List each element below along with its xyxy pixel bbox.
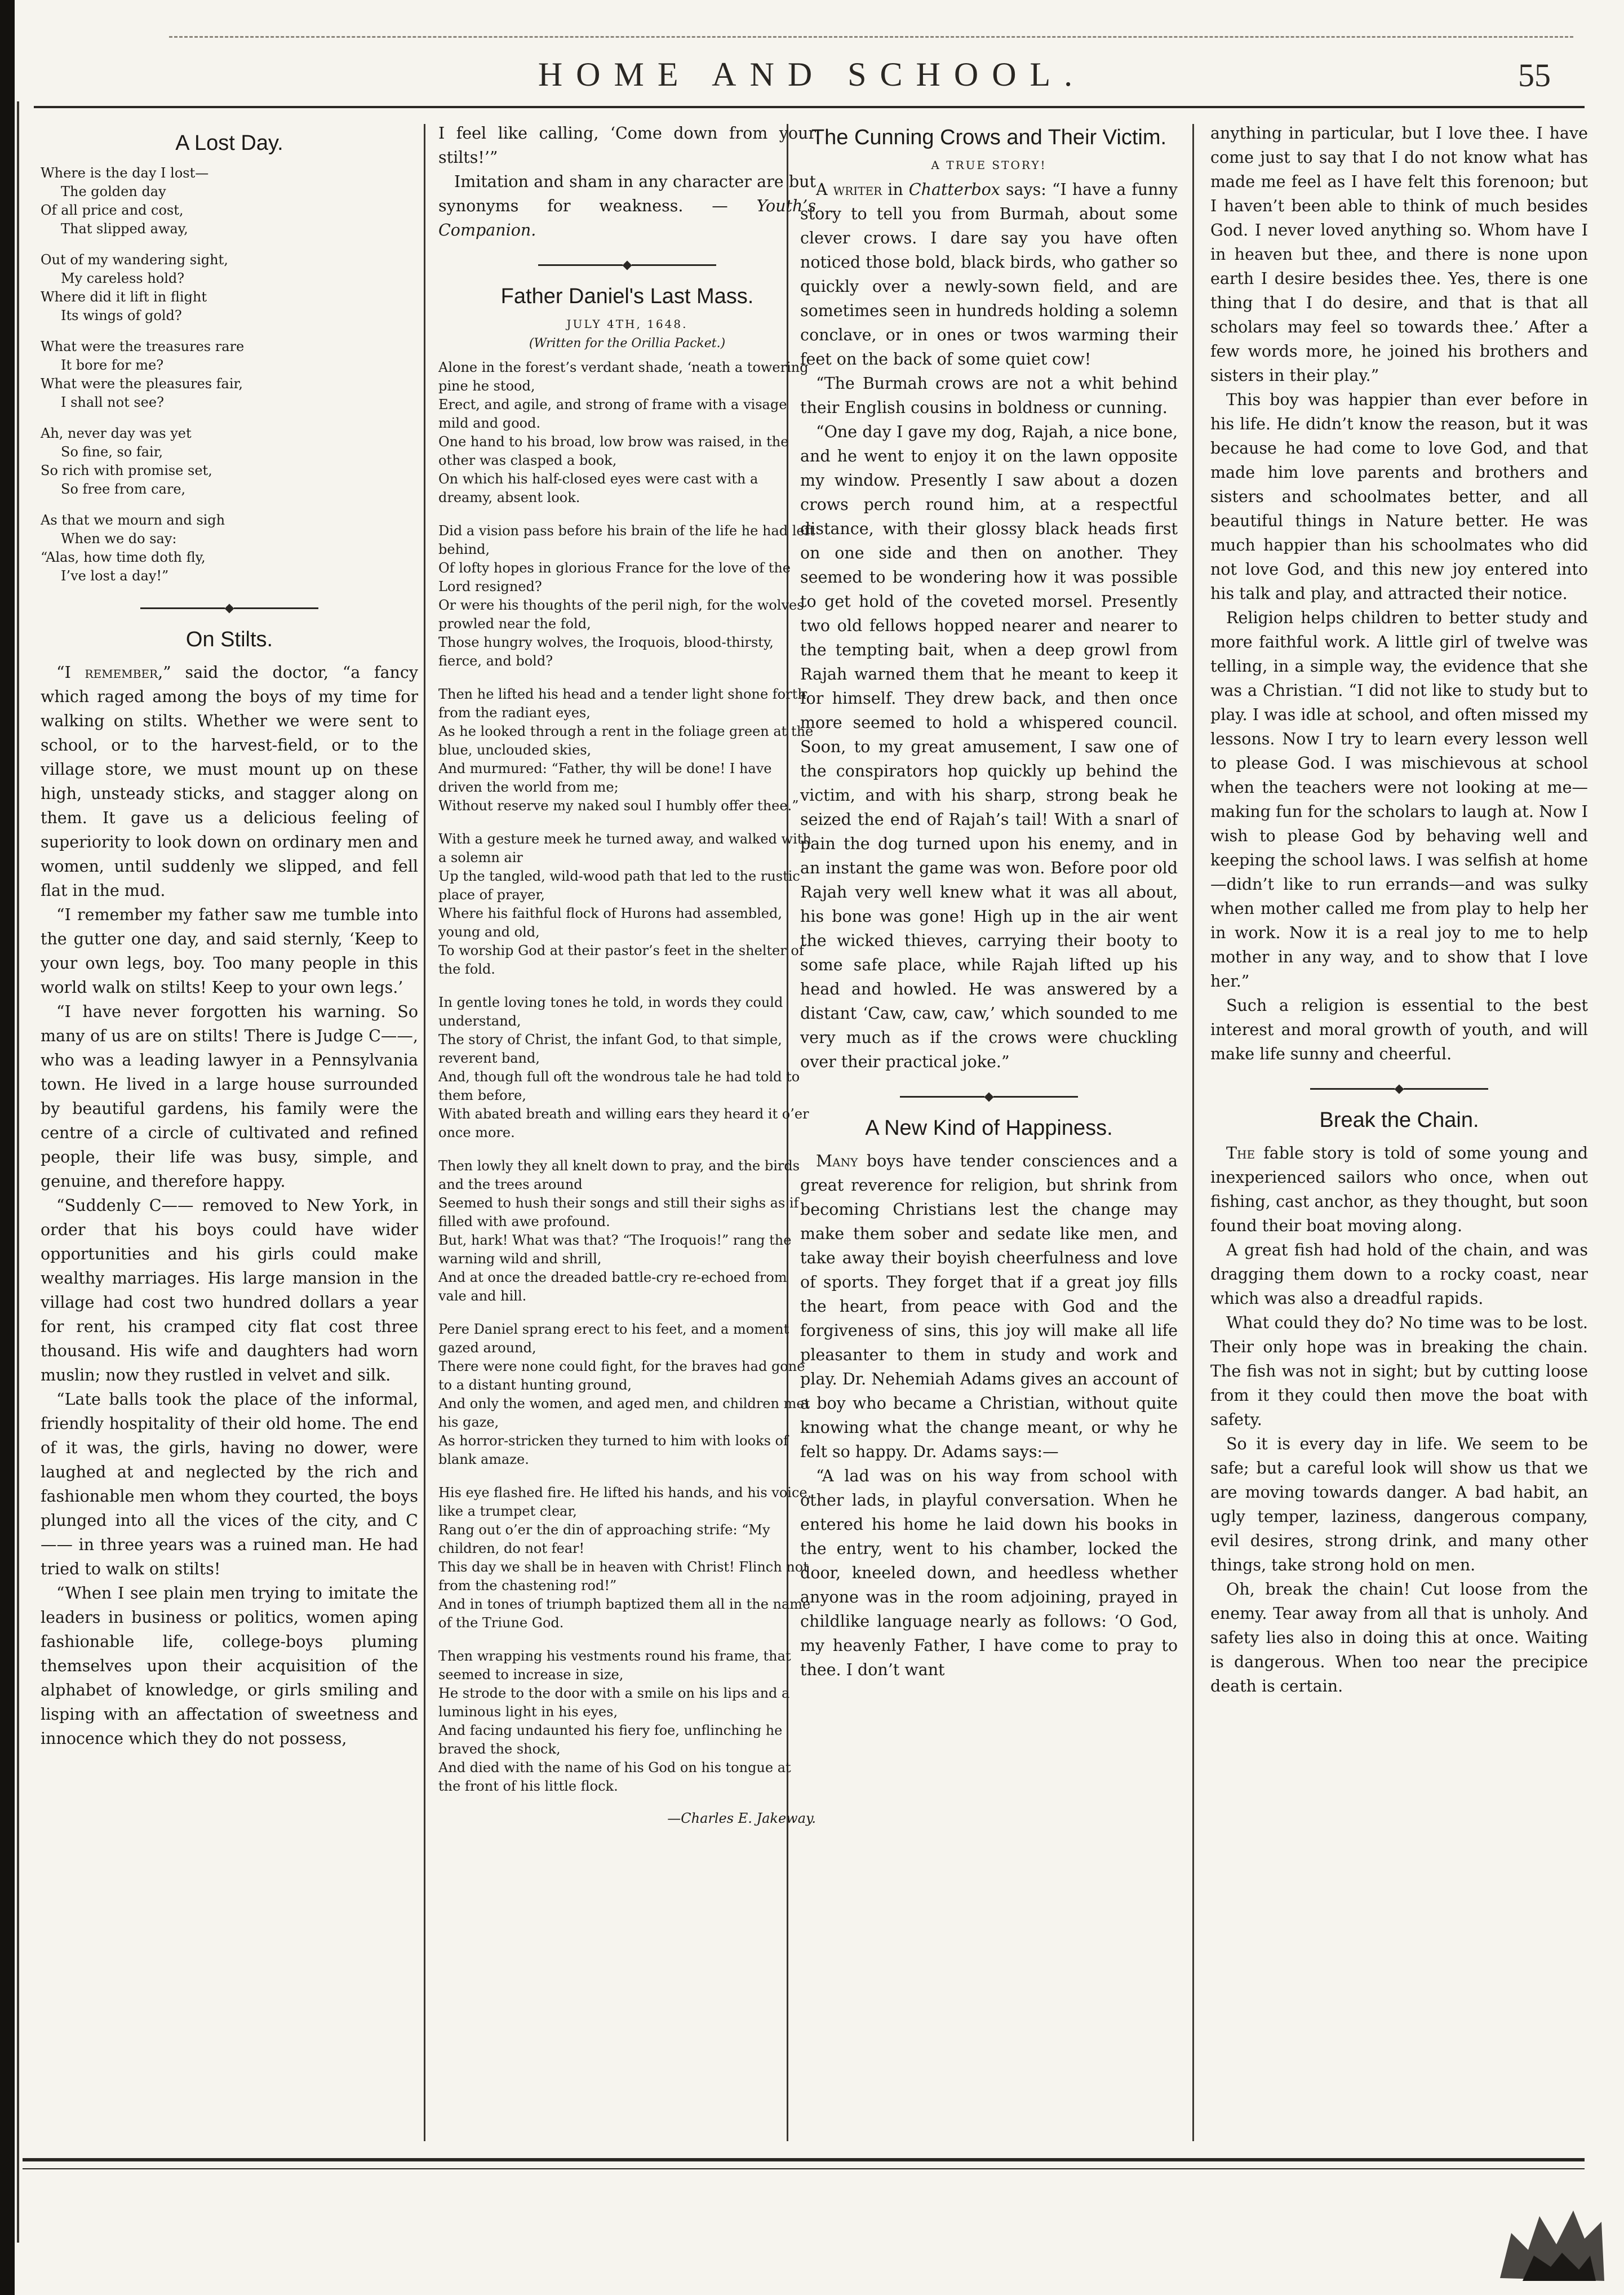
paragraph: “One day I gave my dog, Rajah, a nice bone, and he went to enjoy it on the lawn opposite my window. Presently I saw about a dozen crows perch round him, at a respectful distance, with their glossy black heads first on one side and then on another. They seemed to be wondering how it was possible to get hold of the coveted morsel. Presently two old fellows hopped nearer and nearer to the tempting bait, when a deep growl from Rajah warned them that he meant to keep it for himself. They drew back, and then once more seemed to hold a whispered council. Soon, to my great amusement, I saw one of the conspirators hop quickly up behind the victim, and with his sharp, strong beak he seized the end of Rajah’s tail! With a snarl of pain the dog turned upon his enemy, and in an instant the game was won. Before poor old Rajah very well knew what it was all about, his bone was gone! High up in the air went the wicked thieves, carrying their booty to some safe place, while Rajah lifted up his head and howled. He was answered by a distant ‘Caw, caw, caw,’ which sounded to me very much as if the crows were chuckling over their practical joke.” [800, 423, 1178, 1071]
poem-line: Seemed to hush their songs and still their sighs as if filled with awe profound. [438, 1195, 799, 1229]
poem-stanza [41, 511, 418, 585]
poem-line: But, hark! What was that? “The Iroquois!” rang the warning wild and shrill, [438, 1232, 792, 1267]
poem-line: Where his faithful flock of Hurons had assembled, young and old, [438, 905, 782, 940]
poem-line: Out of my wandering sight, [41, 252, 228, 268]
poem-stanza [41, 251, 418, 325]
poem-stanza [41, 164, 418, 238]
masthead-title: HOME AND SCHOOL. [538, 56, 1086, 93]
poem-line: Then he lifted his head and a tender light shone forth from the radiant eyes, [438, 686, 806, 721]
header-rule [34, 106, 1585, 108]
poem-line: Where is the day I lost— [41, 165, 209, 181]
poem-line: So rich with promise set, [41, 463, 212, 478]
paragraph: “I have never forgotten his warning. So many of us are on stilts! There is Judge C——, who was a leading lawyer in a Pennsylvania town. He lived in a large house surrounded by beautiful gardens, his family were the centre of a circle of cultivated and refined people, their life was busy, simple, and genuine, and therefore happy. [41, 1002, 418, 1191]
poem-line: On which his half-closed eyes were cast with a dreamy, absent look. [438, 471, 758, 505]
column-4 [1210, 121, 1588, 1698]
poem-line: To worship God at their pastor’s feet in the shelter of the fold. [438, 943, 804, 977]
poem-stanza [438, 1647, 816, 1796]
poem-line: It bore for me? [61, 357, 164, 373]
article-title-on-stilts: On Stilts. [185, 628, 273, 651]
article-title-father-daniel: Father Daniel's Last Mass. [500, 285, 754, 308]
poem-line: And at once the dreaded battle-cry re-echoed from vale and hill. [438, 1269, 787, 1304]
poem-line: As he looked through a rent in the foliage green at the blue, unclouded skies, [438, 723, 814, 758]
lead-words: A writer [816, 180, 882, 199]
bottom-rule-thin [23, 2168, 1585, 2169]
column-3 [800, 121, 1178, 1682]
poem-line: “Alas, how time doth fly, [41, 549, 206, 565]
poem-line: In gentle loving tones he told, in words they could understand, [438, 995, 783, 1029]
poem-line: I shall not see? [61, 394, 164, 410]
poem-line: Its wings of gold? [61, 308, 182, 323]
binding-shadow [17, 101, 19, 2243]
poem-father-daniel [438, 358, 816, 1796]
poem-line: I’ve lost a day!” [61, 568, 169, 584]
paragraph: Imitation and sham in any character are but synonyms for weakness. — Youth’s Companion. [438, 172, 816, 239]
lead-words: The [1226, 1144, 1255, 1162]
poem-stanza [438, 1157, 816, 1306]
article-title-lost-day: A Lost Day. [175, 131, 283, 155]
column-1 [41, 121, 418, 1751]
paragraph: “Suddenly C—— removed to New York, in order that his boys could have wider opportunities and his girls could make wealthy marriages. His large mansion in the village had cost two hundred dollars a year for rent, his cramped city flat cost three thousand. His wife and daughters had worn muslin; now they rustled in velvet and silk. [41, 1196, 418, 1384]
poem-line: What were the treasures rare [41, 339, 245, 354]
poem-line: With a gesture meek he turned away, and walked with a solemn air [438, 831, 811, 865]
paragraph: Such a religion is essential to the best interest and moral growth of youth, and will make life sunny and cheerful. [1210, 996, 1588, 1063]
page-number: 55 [1518, 57, 1551, 94]
poem-line: So free from care, [61, 481, 186, 497]
section-separator [800, 1091, 1178, 1102]
poem-stanza [438, 830, 816, 979]
poem-line: Where did it lift in flight [41, 289, 207, 305]
poem-line: His eye flashed fire. He lifted his hands, and his voice, like a trumpet clear, [438, 1485, 812, 1519]
poem-line: This day we shall be in heaven with Christ! Flinch not from the chastening rod!” [438, 1559, 809, 1593]
poem-date: JULY 4TH, 1648. [566, 317, 688, 331]
binding-edge [0, 0, 15, 2295]
ink-smudge-icon [1489, 2199, 1607, 2284]
paragraph: This boy was happier than ever before in his life. He didn’t know the reason, but it was because he had come to love God, and that made him love parents and brothers and sisters and schoolmates better, and all beautiful things in Nature better. He was much happier than his schoolmates who did not love God, and this new joy entered into his talk and play, and attracted their notice. [1210, 390, 1588, 603]
poem-line: Did a vision pass before his brain of the life he had left behind, [438, 523, 815, 557]
poem-stanza [438, 358, 816, 507]
poem-stanza [438, 993, 816, 1142]
column-2 [438, 121, 816, 1826]
paragraph: A writer in Chatterbox says: “I have a funny story to tell you from Burmah, about some clever crows. I dare say you have often noticed those bold, black birds, who gather so quickly over a newly-sown field, and are sometimes seen in hundreds holding a solemn conclave, or in ones or twos warming their feet on the back of some quiet cow! [800, 180, 1178, 369]
paragraph: “A lad was on his way from school with other lads, in playful conversation. When he entered his home he laid down his books in the entry, went to his chamber, locked the door, kneeled down, and heedless whether anyone was in the room adjoining, prayed in childlike language nearly as follows: ‘O God, my heavenly Father, I have come to pray to thee. I don’t want [800, 1467, 1178, 1679]
paragraph: The fable story is told of some young and inexperienced sailors who once, when out fishing, cast anchor, as they thought, but soon found their boat moving along. [1210, 1144, 1588, 1235]
article-title-break-chain: Break the Chain. [1319, 1108, 1479, 1132]
poem-line: There were none could fight, for the braves had gone to a distant hunting ground, [438, 1359, 805, 1393]
paragraph: Oh, break the chain! Cut loose from the enemy. Tear away from all that is unholy. And safety lies also in doing this at once. Waiting is dangerous. When too near the precipice death is certain. [1210, 1580, 1588, 1695]
paragraph: “When I see plain men trying to imitate the leaders in business or politics, women aping fashionable life, college-boys pluming themselves upon their acquisition of the alphabet of knowledge, or girls smiling and lisping with an affectation of sweetness and innocence which they do not possess, [41, 1584, 418, 1748]
section-separator [438, 259, 816, 270]
article-subtitle: A TRUE STORY! [931, 158, 1047, 172]
poem-line: The story of Christ, the infant God, to that simple, reverent band, [438, 1032, 782, 1066]
poem-credit: (Written for the Orillia Packet.) [529, 336, 726, 350]
column-rule [424, 124, 425, 2141]
poem-line: Of lofty hopes in glorious France for the love of the Lord resigned? [438, 560, 791, 594]
paragraph: “The Burmah crows are not a whit behind their English cousins in boldness or cunning. [800, 374, 1178, 417]
paragraph: “I remember,” said the doctor, “a fancy which raged among the boys of my time for walking on stilts. Whether we were sent to school, or to the harvest-field, or to the village store, we must mount up on these high, unsteady sticks, and stagger along on them. It gave us a delicious feeling of superiority to look down on ordinary men and women, until suddenly we slipped, and fell flat in the mud. [41, 663, 418, 900]
article-title-new-happiness: A New Kind of Happiness. [865, 1116, 1113, 1140]
section-separator [1210, 1083, 1588, 1094]
paragraph: “I remember my father saw me tumble into the gutter one day, and said sternly, ‘Keep to your own legs, boy. Too many people in this world walk on stilts! Keep to your own legs.’ [41, 905, 418, 997]
lead-words: Many [816, 1152, 858, 1170]
paragraph: Religion helps children to better study and more faithful work. A little girl of twelve was telling, in a simple way, the evidence that she was a Christian. “I did not like to study but to play. I was idle at school, and often missed my lessons. Now I try to learn every lesson well to please God. I was mischievous at school when the teachers were not looking at me—making fun for the scholars to laugh at. Now I wish to please God by behaving well and keeping the school laws. I was selfish at home—didn’t like to run errands—and was sulky when mother called me from play to help her in work. Now it is a real joy to me to help mother in any way, and to show that I love her.” [1210, 609, 1588, 991]
paragraph: anything in particular, but I love thee. I have come just to say that I do not know what has made me feel as I have felt this forenoon; but I haven’t been able to think of much besides God. I never loved anything so. Whom have I in heaven but thee, and there is none upon earth I desire besides thee. Yes, there is one thing that I do desire, and that is that all scholars may feel so towards thee.’ After a few words more, he joined his brothers and sisters in their play.” [1210, 124, 1588, 385]
paragraph: “Late balls took the place of the informal, friendly hospitality of their old home. The end of it was, the girls, having no dower, were laughed at and neglected by the rich and fashionable men whom they courted, the boys plunged into all the vices of the city, and C—— in three years was a ruined man. He had tried to walk on stilts! [41, 1390, 418, 1578]
poem-line: And murmured: “Father, thy will be done! I have driven the world from me; [438, 761, 772, 795]
poem-signature: —Charles E. Jakeway. [667, 1810, 816, 1826]
poem-line: My careless hold? [61, 270, 185, 286]
poem-line: That slipped away, [61, 221, 188, 237]
poem-stanza [438, 1320, 816, 1469]
paragraph: Many boys have tender consciences and a great reverence for religion, but shrink from becoming Christians lest the change may make them sober and sedate like men, and take away their boyish cheerfulness and love of sports. They forget that if a great joy fills the heart, from peace with God and the forgiveness of sins, this joy will make all life pleasanter to them in study and work and play. Dr. Nehemiah Adams gives an account of a boy who became a Christian, without quite knowing what the change meant, or why he felt so happy. Dr. Adams says:— [800, 1152, 1178, 1461]
poem-line: Ah, never day was yet [41, 425, 192, 441]
poem-line: The golden day [61, 184, 166, 199]
poem-line: So fine, so fair, [61, 444, 163, 460]
paragraph: So it is every day in life. We seem to be safe; but a careful look will show us that we are moving towards danger. A bad habit, an ugly temper, laziness, dangerous company, evil desires, strong drink, and many other things, take strong hold on men. [1210, 1435, 1588, 1574]
poem-stanza [41, 424, 418, 499]
poem-line: Without reserve my naked soul I humbly offer thee.” [438, 798, 799, 814]
poem-lost-day [41, 164, 418, 585]
poem-stanza [438, 685, 816, 815]
poem-line: Alone in the forest’s verdant shade, ‘neath a towering pine he stood, [438, 359, 809, 394]
poem-line: Those hungry wolves, the Iroquois, blood-thirsty, fierce, and bold? [438, 634, 774, 669]
poem-line: Then wrapping his vestments round his frame, that seemed to increase in size, [438, 1648, 791, 1683]
paragraph: What could they do? No time was to be lost. Their only hope was in breaking the chain. The fish was not in sight; but by cutting loose from it they could then move the boat with safety. [1210, 1313, 1588, 1429]
poem-line: As horror-stricken they turned to him with looks of blank amaze. [438, 1433, 788, 1467]
attribution: Youth’s Companion. [438, 197, 816, 239]
poem-line: And only the women, and aged men, and children met his gaze, [438, 1396, 810, 1430]
poem-line: Pere Daniel sprang erect to his feet, and a moment gazed around, [438, 1321, 789, 1356]
poem-line: And in tones of triumph baptized them all in the name of the Triune God. [438, 1596, 811, 1631]
poem-line: Up the tangled, wild-wood path that led to the rustic place of prayer, [438, 868, 800, 903]
top-dashed-rule [169, 36, 1573, 38]
poem-line: And, though full oft the wondrous tale he had told to them before, [438, 1069, 800, 1103]
magazine-name: Chatterbox [908, 180, 1000, 199]
poem-line: Of all price and cost, [41, 202, 184, 218]
poem-line: With abated breath and willing ears they heard it o’er once more. [438, 1106, 809, 1140]
poem-line: When we do say: [61, 531, 177, 547]
lead-words: “I remember, [56, 663, 163, 682]
poem-line: As that we mourn and sigh [41, 512, 225, 528]
poem-line: And facing undaunted his fiery foe, unflinching he braved the shock, [438, 1723, 783, 1757]
poem-line: He strode to the door with a smile on his lips and a luminous light in his eyes, [438, 1685, 790, 1720]
poem-line: One hand to his broad, low brow was raised, in the other was clasped a book, [438, 434, 789, 468]
bottom-rule-thick [23, 2158, 1585, 2161]
paragraph: I feel like calling, ‘Come down from your stilts!’” [438, 124, 816, 167]
poem-line: And died with the name of his God on his tongue at the front of his little flock. [438, 1760, 791, 1794]
poem-line: Or were his thoughts of the peril nigh, for the wolves prowled near the fold, [438, 597, 804, 632]
poem-stanza [438, 522, 816, 671]
poem-line: What were the pleasures fair, [41, 376, 243, 392]
poem-line: Erect, and agile, and strong of frame with a visage mild and good. [438, 397, 787, 431]
paragraph: A great fish had hold of the chain, and was dragging them down to a rocky coast, near which was also a dreadful rapids. [1210, 1241, 1588, 1308]
masthead [0, 44, 1624, 106]
poem-stanza [438, 1484, 816, 1632]
poem-stanza [41, 338, 418, 412]
poem-line: Then lowly they all knelt down to pray, and the birds and the trees around [438, 1158, 800, 1192]
column-rule [1192, 124, 1194, 2141]
poem-line: Rang out o’er the din of approaching strife: “My children, do not fear! [438, 1522, 770, 1556]
article-title-cunning-crows: The Cunning Crows and Their Victim. [811, 126, 1167, 149]
section-separator [41, 602, 418, 613]
